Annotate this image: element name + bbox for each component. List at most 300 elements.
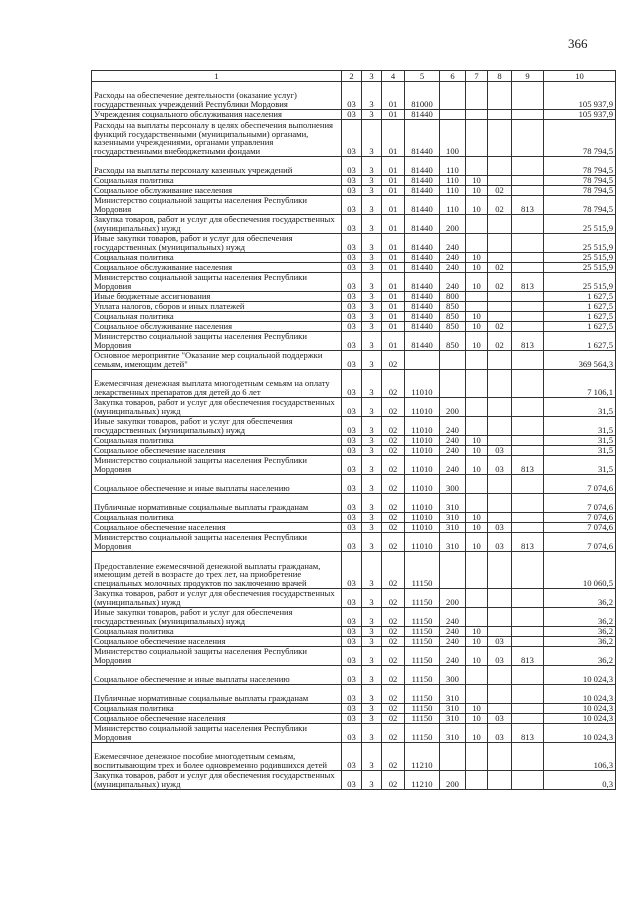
event-code-cell: 02 [382, 743, 405, 771]
expense-type-cell [440, 552, 466, 589]
gp-code-cell: 03 [342, 82, 362, 110]
budget-table [91, 70, 616, 790]
table-row [92, 589, 616, 608]
row-name-cell: Министерство социальной защиты населения Республики Мордовия [92, 332, 342, 351]
expense-type-cell: 240 [440, 263, 466, 273]
subsection-cell: 03 [488, 647, 512, 666]
row-name-cell: Министерство социальной защиты населения Республики Мордовия [92, 647, 342, 666]
table-row [92, 322, 616, 332]
direction-code-cell: 11210 [405, 743, 440, 771]
table-row [92, 351, 616, 370]
subsection-cell [488, 589, 512, 608]
ministry-code-cell [512, 589, 544, 608]
subsection-cell [488, 120, 512, 157]
amount-cell: 25 515,9 [544, 263, 616, 273]
expense-type-cell: 310 [440, 523, 466, 533]
subprogram-code-cell: 3 [362, 82, 382, 110]
ministry-code-cell [512, 322, 544, 332]
section-cell [466, 351, 488, 370]
subprogram-code-cell: 3 [362, 351, 382, 370]
expense-type-cell: 240 [440, 417, 466, 436]
expense-type-cell: 240 [440, 273, 466, 292]
section-cell: 10 [466, 456, 488, 475]
amount-cell: 25 515,9 [544, 253, 616, 263]
direction-code-cell: 11150 [405, 714, 440, 724]
amount-cell: 1 627,5 [544, 322, 616, 332]
direction-code-cell: 81440 [405, 215, 440, 234]
ministry-code-cell [512, 110, 544, 120]
gp-code-cell: 03 [342, 292, 362, 302]
subprogram-code-cell: 3 [362, 110, 382, 120]
table-row [92, 176, 616, 186]
gp-code-cell: 03 [342, 370, 362, 398]
table-row [92, 436, 616, 446]
subprogram-code-cell: 3 [362, 196, 382, 215]
table-row [92, 475, 616, 494]
gp-code-cell: 03 [342, 446, 362, 456]
direction-code-cell: 81440 [405, 253, 440, 263]
expense-type-cell: 110 [440, 186, 466, 196]
table-row [92, 302, 616, 312]
table-row [92, 398, 616, 417]
subprogram-code-cell: 3 [362, 714, 382, 724]
table-row [92, 523, 616, 533]
direction-code-cell: 11010 [405, 446, 440, 456]
table-row [92, 704, 616, 714]
ministry-code-cell: 813 [512, 647, 544, 666]
amount-cell: 7 074,6 [544, 523, 616, 533]
subprogram-code-cell: 3 [362, 637, 382, 647]
subsection-cell: 02 [488, 186, 512, 196]
expense-type-cell: 240 [440, 253, 466, 263]
table-row [92, 110, 616, 120]
expense-type-cell: 800 [440, 292, 466, 302]
amount-cell: 10 024,3 [544, 685, 616, 704]
event-code-cell: 02 [382, 436, 405, 446]
ministry-code-cell [512, 627, 544, 637]
expense-type-cell: 110 [440, 157, 466, 176]
section-cell: 10 [466, 627, 488, 637]
event-code-cell: 02 [382, 685, 405, 704]
section-cell [466, 82, 488, 110]
row-name-cell: Закупка товаров, работ и услуг для обеспечения государственных (муниципальных) нужд [92, 771, 342, 790]
event-code-cell: 02 [382, 351, 405, 370]
subsection-cell [488, 370, 512, 398]
gp-code-cell: 03 [342, 743, 362, 771]
subprogram-code-cell: 3 [362, 332, 382, 351]
gp-code-cell: 03 [342, 494, 362, 513]
row-name-cell: Социальная политика [92, 312, 342, 322]
amount-cell: 36,2 [544, 589, 616, 608]
section-cell: 10 [466, 446, 488, 456]
subprogram-code-cell: 3 [362, 456, 382, 475]
ministry-code-cell: 813 [512, 332, 544, 351]
expense-type-cell: 110 [440, 196, 466, 215]
gp-code-cell: 03 [342, 302, 362, 312]
expense-type-cell: 240 [440, 234, 466, 253]
amount-cell: 31,5 [544, 398, 616, 417]
subprogram-code-cell: 3 [362, 253, 382, 263]
direction-code-cell: 11210 [405, 771, 440, 790]
row-name-cell: Ежемесячное денежное пособие многодетным семьям, воспитывающим трех и более одновременно родившихся детей [92, 743, 342, 771]
row-name-cell: Расходы на выплаты персоналу в целях обеспечения выполнения функций государственными (муниципальными) органами, казенными учреждениями, органами управления государственными внебюджетными фондами [92, 120, 342, 157]
direction-code-cell: 11150 [405, 637, 440, 647]
event-code-cell: 02 [382, 608, 405, 627]
row-name-cell: Расходы на выплаты персоналу казенных учреждений [92, 157, 342, 176]
column-header: 3 [362, 71, 382, 82]
direction-code-cell: 81440 [405, 157, 440, 176]
ministry-code-cell: 813 [512, 456, 544, 475]
ministry-code-cell [512, 436, 544, 446]
ministry-code-cell [512, 743, 544, 771]
table-row [92, 743, 616, 771]
amount-cell: 10 024,3 [544, 724, 616, 743]
section-cell: 10 [466, 263, 488, 273]
event-code-cell: 01 [382, 215, 405, 234]
section-cell: 10 [466, 714, 488, 724]
gp-code-cell: 03 [342, 589, 362, 608]
subsection-cell [488, 312, 512, 322]
subsection-cell [488, 110, 512, 120]
gp-code-cell: 03 [342, 666, 362, 685]
direction-code-cell: 11010 [405, 523, 440, 533]
row-name-cell: Иные закупки товаров, работ и услуг для обеспечения государственных (муниципальных) нужд [92, 417, 342, 436]
section-cell: 10 [466, 332, 488, 351]
expense-type-cell [440, 82, 466, 110]
expense-type-cell: 850 [440, 302, 466, 312]
subprogram-code-cell: 3 [362, 523, 382, 533]
row-name-cell: Социальная политика [92, 704, 342, 714]
ministry-code-cell [512, 666, 544, 685]
gp-code-cell: 03 [342, 273, 362, 292]
section-cell [466, 608, 488, 627]
section-cell [466, 302, 488, 312]
expense-type-cell: 100 [440, 120, 466, 157]
direction-code-cell: 11010 [405, 456, 440, 475]
event-code-cell: 02 [382, 475, 405, 494]
gp-code-cell: 03 [342, 351, 362, 370]
amount-cell: 31,5 [544, 436, 616, 446]
gp-code-cell: 03 [342, 417, 362, 436]
amount-cell: 105 937,9 [544, 82, 616, 110]
table-row [92, 714, 616, 724]
column-header: 4 [382, 71, 405, 82]
gp-code-cell: 03 [342, 215, 362, 234]
subprogram-code-cell: 3 [362, 398, 382, 417]
expense-type-cell: 310 [440, 494, 466, 513]
row-name-cell: Министерство социальной защиты населения Республики Мордовия [92, 456, 342, 475]
subsection-cell [488, 475, 512, 494]
event-code-cell: 01 [382, 110, 405, 120]
event-code-cell: 02 [382, 446, 405, 456]
ministry-code-cell [512, 685, 544, 704]
table-row [92, 771, 616, 790]
amount-cell: 25 515,9 [544, 273, 616, 292]
direction-code-cell: 11150 [405, 666, 440, 685]
subprogram-code-cell: 3 [362, 273, 382, 292]
section-cell: 10 [466, 322, 488, 332]
direction-code-cell: 81440 [405, 120, 440, 157]
row-name-cell: Социальная политика [92, 176, 342, 186]
direction-code-cell: 81440 [405, 312, 440, 322]
expense-type-cell: 300 [440, 666, 466, 685]
event-code-cell: 01 [382, 82, 405, 110]
section-cell [466, 292, 488, 302]
ministry-code-cell [512, 292, 544, 302]
subprogram-code-cell: 3 [362, 724, 382, 743]
ministry-code-cell [512, 417, 544, 436]
section-cell: 10 [466, 273, 488, 292]
amount-cell: 78 794,5 [544, 186, 616, 196]
event-code-cell: 01 [382, 234, 405, 253]
expense-type-cell: 850 [440, 312, 466, 322]
event-code-cell: 02 [382, 533, 405, 552]
expense-type-cell: 110 [440, 176, 466, 186]
subprogram-code-cell: 3 [362, 771, 382, 790]
gp-code-cell: 03 [342, 436, 362, 446]
ministry-code-cell: 813 [512, 724, 544, 743]
gp-code-cell: 03 [342, 186, 362, 196]
amount-cell: 7 106,1 [544, 370, 616, 398]
subsection-cell: 03 [488, 637, 512, 647]
row-name-cell: Социальное обеспечение населения [92, 714, 342, 724]
amount-cell: 10 024,3 [544, 704, 616, 714]
gp-code-cell: 03 [342, 685, 362, 704]
row-name-cell: Социальное обеспечение и иные выплаты населению [92, 475, 342, 494]
table-row [92, 370, 616, 398]
table-row [92, 494, 616, 513]
amount-cell: 31,5 [544, 446, 616, 456]
ministry-code-cell [512, 234, 544, 253]
subprogram-code-cell: 3 [362, 446, 382, 456]
amount-cell: 10 024,3 [544, 714, 616, 724]
gp-code-cell: 03 [342, 332, 362, 351]
event-code-cell: 01 [382, 263, 405, 273]
direction-code-cell: 11010 [405, 475, 440, 494]
section-cell: 10 [466, 704, 488, 714]
amount-cell: 78 794,5 [544, 120, 616, 157]
ministry-code-cell [512, 513, 544, 523]
section-cell [466, 685, 488, 704]
gp-code-cell: 03 [342, 647, 362, 666]
table-row [92, 724, 616, 743]
event-code-cell: 02 [382, 552, 405, 589]
expense-type-cell [440, 743, 466, 771]
ministry-code-cell [512, 120, 544, 157]
event-code-cell: 01 [382, 312, 405, 322]
direction-code-cell: 11010 [405, 533, 440, 552]
row-name-cell: Социальное обеспечение населения [92, 637, 342, 647]
event-code-cell: 01 [382, 253, 405, 263]
amount-cell: 25 515,9 [544, 215, 616, 234]
subsection-cell [488, 513, 512, 523]
amount-cell: 36,2 [544, 637, 616, 647]
direction-code-cell: 81440 [405, 263, 440, 273]
table-row [92, 552, 616, 589]
event-code-cell: 01 [382, 120, 405, 157]
table-row [92, 533, 616, 552]
subsection-cell: 02 [488, 273, 512, 292]
section-cell: 10 [466, 196, 488, 215]
ministry-code-cell [512, 82, 544, 110]
section-cell [466, 120, 488, 157]
table-row [92, 627, 616, 637]
ministry-code-cell [512, 370, 544, 398]
section-cell [466, 771, 488, 790]
gp-code-cell: 03 [342, 533, 362, 552]
subprogram-code-cell: 3 [362, 234, 382, 253]
ministry-code-cell [512, 253, 544, 263]
column-header: 9 [512, 71, 544, 82]
subprogram-code-cell: 3 [362, 215, 382, 234]
section-cell: 10 [466, 523, 488, 533]
direction-code-cell: 81440 [405, 273, 440, 292]
gp-code-cell: 03 [342, 475, 362, 494]
ministry-code-cell [512, 523, 544, 533]
event-code-cell: 02 [382, 456, 405, 475]
amount-cell: 78 794,5 [544, 176, 616, 186]
gp-code-cell: 03 [342, 398, 362, 417]
section-cell [466, 157, 488, 176]
subsection-cell [488, 398, 512, 417]
table-row [92, 513, 616, 523]
expense-type-cell: 310 [440, 533, 466, 552]
gp-code-cell: 03 [342, 724, 362, 743]
direction-code-cell: 81440 [405, 196, 440, 215]
row-name-cell: Социальное обслуживание населения [92, 186, 342, 196]
subsection-cell [488, 215, 512, 234]
subprogram-code-cell: 3 [362, 436, 382, 446]
row-name-cell: Социальная политика [92, 513, 342, 523]
event-code-cell: 02 [382, 771, 405, 790]
section-cell [466, 552, 488, 589]
table-row [92, 157, 616, 176]
subsection-cell [488, 82, 512, 110]
subsection-cell [488, 417, 512, 436]
event-code-cell: 02 [382, 398, 405, 417]
column-header: 1 [92, 71, 342, 82]
header-row [92, 71, 616, 82]
gp-code-cell: 03 [342, 110, 362, 120]
gp-code-cell: 03 [342, 523, 362, 533]
ministry-code-cell [512, 312, 544, 322]
subprogram-code-cell: 3 [362, 533, 382, 552]
event-code-cell: 02 [382, 513, 405, 523]
amount-cell: 78 794,5 [544, 157, 616, 176]
amount-cell: 36,2 [544, 627, 616, 637]
table-row [92, 186, 616, 196]
ministry-code-cell [512, 302, 544, 312]
section-cell [466, 398, 488, 417]
expense-type-cell: 310 [440, 714, 466, 724]
table-row [92, 292, 616, 302]
subprogram-code-cell: 3 [362, 312, 382, 322]
expense-type-cell: 200 [440, 589, 466, 608]
amount-cell: 369 564,3 [544, 351, 616, 370]
direction-code-cell: 11150 [405, 627, 440, 637]
amount-cell: 36,2 [544, 647, 616, 666]
direction-code-cell: 81440 [405, 110, 440, 120]
ministry-code-cell [512, 475, 544, 494]
subprogram-code-cell: 3 [362, 513, 382, 523]
subprogram-code-cell: 3 [362, 685, 382, 704]
row-name-cell: Предоставление ежемесячной денежной выплаты гражданам, имеющим детей в возрасте до трех лет, на приобретение специальных молочных продуктов по заключению врачей [92, 552, 342, 589]
row-name-cell: Социальное обслуживание населения [92, 263, 342, 273]
direction-code-cell: 81440 [405, 292, 440, 302]
subsection-cell: 03 [488, 533, 512, 552]
expense-type-cell: 240 [440, 627, 466, 637]
subprogram-code-cell: 3 [362, 666, 382, 685]
subsection-cell [488, 494, 512, 513]
section-cell: 10 [466, 647, 488, 666]
subprogram-code-cell: 3 [362, 589, 382, 608]
row-name-cell: Социальное обеспечение населения [92, 523, 342, 533]
event-code-cell: 01 [382, 322, 405, 332]
table-body [92, 82, 616, 790]
row-name-cell: Основное мероприятие "Оказание мер социальной поддержки семьям, имеющим детей" [92, 351, 342, 370]
table-row [92, 263, 616, 273]
direction-code-cell: 11150 [405, 589, 440, 608]
amount-cell: 1 627,5 [544, 312, 616, 322]
table-row [92, 637, 616, 647]
expense-type-cell: 850 [440, 322, 466, 332]
direction-code-cell: 11150 [405, 647, 440, 666]
subprogram-code-cell: 3 [362, 494, 382, 513]
section-cell [466, 494, 488, 513]
gp-code-cell: 03 [342, 771, 362, 790]
subprogram-code-cell: 3 [362, 302, 382, 312]
row-name-cell: Социальное обслуживание населения [92, 322, 342, 332]
ministry-code-cell [512, 176, 544, 186]
amount-cell: 10 060,5 [544, 552, 616, 589]
event-code-cell: 02 [382, 724, 405, 743]
event-code-cell: 02 [382, 714, 405, 724]
event-code-cell: 02 [382, 666, 405, 685]
direction-code-cell: 81440 [405, 176, 440, 186]
table-row [92, 82, 616, 110]
subprogram-code-cell: 3 [362, 292, 382, 302]
subsection-cell [488, 666, 512, 685]
subsection-cell: 02 [488, 263, 512, 273]
section-cell: 10 [466, 533, 488, 552]
ministry-code-cell [512, 263, 544, 273]
direction-code-cell: 11150 [405, 552, 440, 589]
row-name-cell: Социальная политика [92, 627, 342, 637]
subprogram-code-cell: 3 [362, 647, 382, 666]
column-header: 8 [488, 71, 512, 82]
subsection-cell: 03 [488, 714, 512, 724]
row-name-cell: Закупка товаров, работ и услуг для обеспечения государственных (муниципальных) нужд [92, 589, 342, 608]
subprogram-code-cell: 3 [362, 176, 382, 186]
subprogram-code-cell: 3 [362, 186, 382, 196]
direction-code-cell: 11150 [405, 608, 440, 627]
section-cell: 10 [466, 724, 488, 743]
section-cell: 10 [466, 312, 488, 322]
row-name-cell: Министерство социальной защиты населения Республики Мордовия [92, 533, 342, 552]
expense-type-cell: 300 [440, 475, 466, 494]
section-cell [466, 234, 488, 253]
table-row [92, 685, 616, 704]
subsection-cell [488, 743, 512, 771]
gp-code-cell: 03 [342, 627, 362, 637]
section-cell: 10 [466, 513, 488, 523]
section-cell [466, 666, 488, 685]
amount-cell: 36,2 [544, 608, 616, 627]
section-cell: 10 [466, 253, 488, 263]
ministry-code-cell: 813 [512, 196, 544, 215]
gp-code-cell: 03 [342, 176, 362, 186]
amount-cell: 1 627,5 [544, 292, 616, 302]
